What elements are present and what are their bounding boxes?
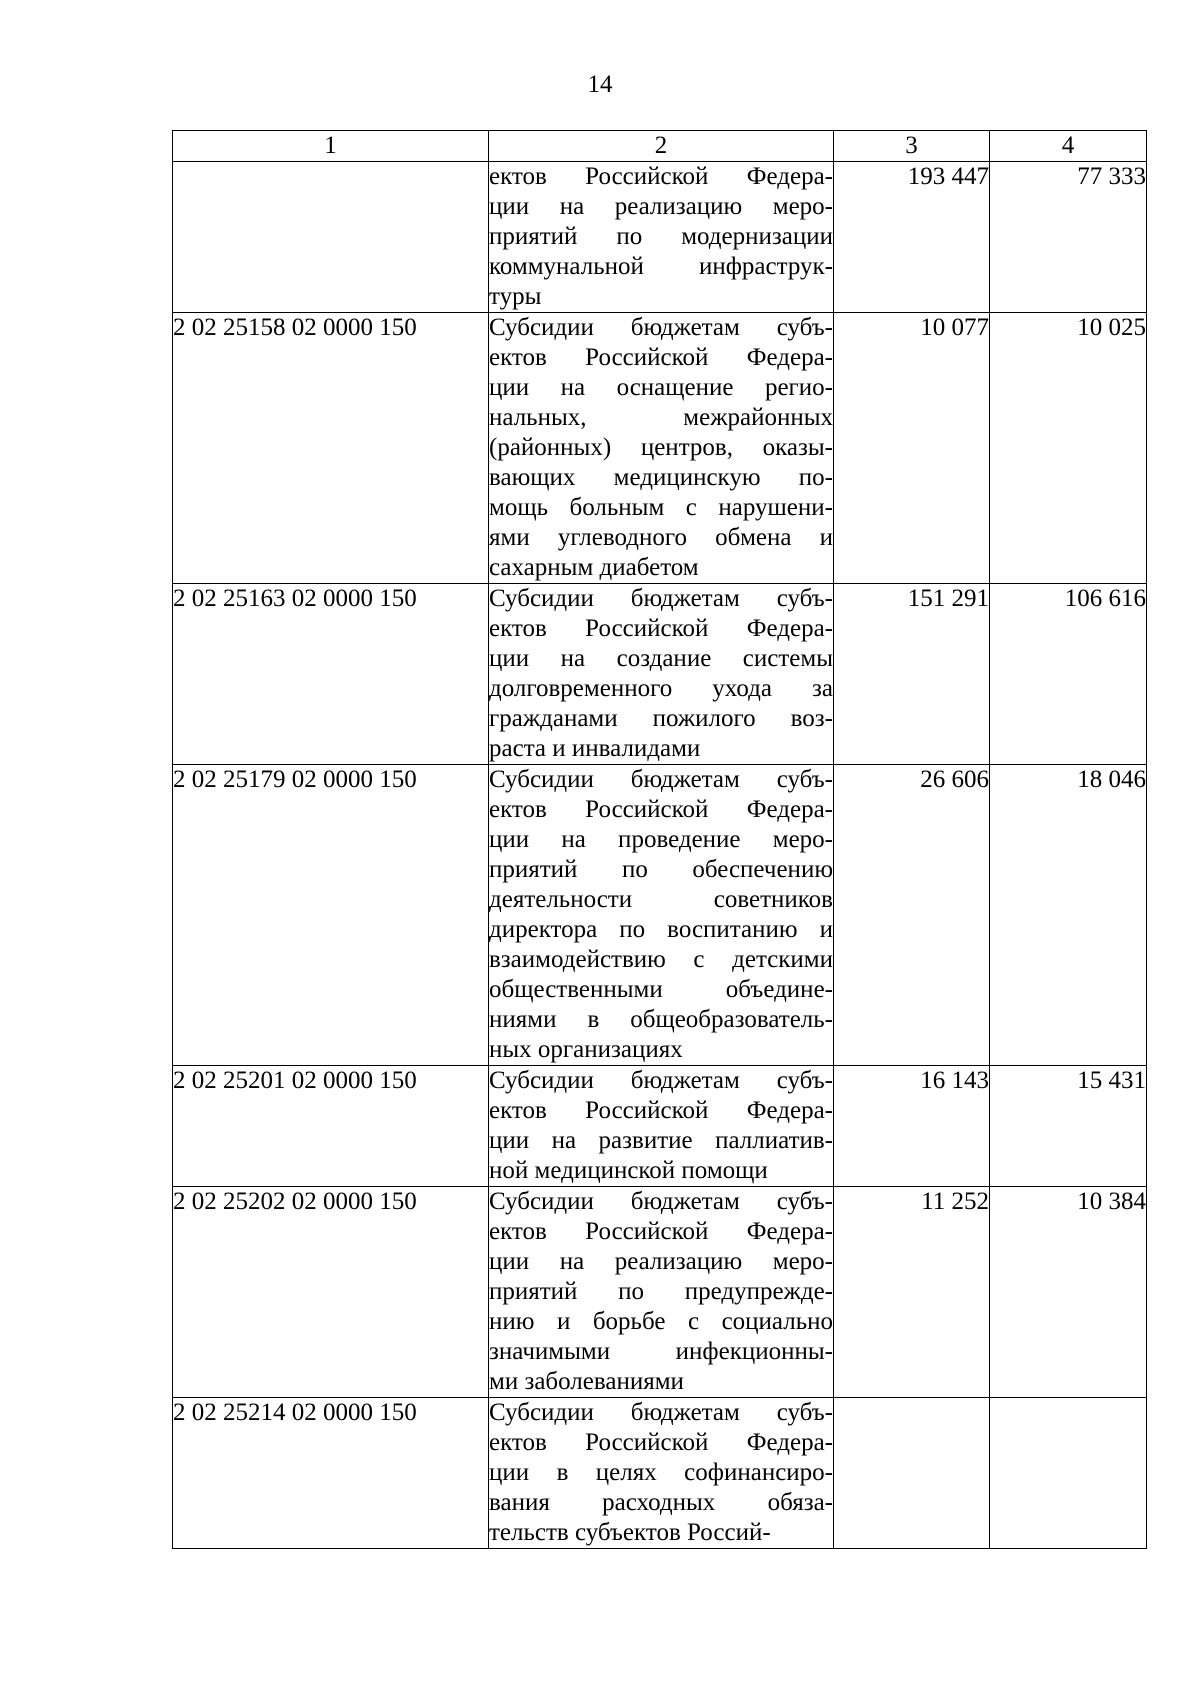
amount-col3-cell: 11 252 <box>834 1187 990 1398</box>
amount-col4-cell: 10 384 <box>990 1187 1147 1398</box>
table-row <box>173 765 1147 1066</box>
amount-col3-cell: 193 447 <box>834 162 990 313</box>
description-line: вающих медицинскую по- <box>489 464 833 491</box>
budget-code-cell: 2 02 25179 02 0000 150 <box>173 765 489 1066</box>
description-line: ции в целях софинансиро- <box>489 1459 833 1486</box>
description-line: мощь больным с нарушени- <box>489 494 833 521</box>
description-line: ции на оснащение регио- <box>489 374 833 401</box>
page-number: 14 <box>587 71 613 98</box>
description-line: туры <box>489 283 542 310</box>
table-row <box>173 1398 1147 1549</box>
description-cell <box>489 313 834 584</box>
description-line: ниями в общеобразователь- <box>489 1006 833 1033</box>
table-row <box>173 162 1147 313</box>
description-line: приятий по модернизации <box>489 223 833 250</box>
description-line: ектов Российской Федера- <box>489 344 833 371</box>
description-cell <box>489 765 834 1066</box>
amount-col4-cell: 10 025 <box>990 313 1147 584</box>
description-line: общественными объедине- <box>489 976 833 1003</box>
description-line: ции на развитие паллиатив- <box>489 1127 833 1154</box>
table-row <box>173 584 1147 765</box>
description-line: ми заболеваниями <box>489 1368 684 1395</box>
description-cell <box>489 162 834 313</box>
amount-col4-cell: 18 046 <box>990 765 1147 1066</box>
description-cell <box>489 1398 834 1549</box>
column-header-4: 4 <box>990 131 1147 162</box>
description-line: ной медицинской помощи <box>489 1157 768 1184</box>
budget-code-cell: 2 02 25214 02 0000 150 <box>173 1398 489 1549</box>
description-line: нию и борьбе с социально <box>489 1308 833 1335</box>
amount-col3-cell <box>834 1398 990 1549</box>
description-line: нальных, межрайонных <box>489 404 833 431</box>
description-line: ями углеводного обмена и <box>489 524 833 551</box>
description-line: ектов Российской Федера- <box>489 1429 833 1456</box>
budget-code-cell: 2 02 25158 02 0000 150 <box>173 313 489 584</box>
amount-col4-cell: 77 333 <box>990 162 1147 313</box>
description-line: ции на создание системы <box>489 645 833 672</box>
description-line: ных организациях <box>489 1036 683 1063</box>
header-row <box>173 131 1147 162</box>
amount-col4-cell: 106 616 <box>990 584 1147 765</box>
description-line: приятий по предупрежде- <box>489 1278 833 1305</box>
description-line: Субсидии бюджетам субъ- <box>489 585 833 612</box>
description-line: ектов Российской Федера- <box>489 1218 833 1245</box>
table-row <box>173 1187 1147 1398</box>
description-line: значимыми инфекционны- <box>489 1338 833 1365</box>
description-line: Субсидии бюджетам субъ- <box>489 314 833 341</box>
description-line: гражданами пожилого воз- <box>489 705 833 732</box>
description-line: раста и инвалидами <box>489 735 701 762</box>
description-line: Субсидии бюджетам субъ- <box>489 1399 833 1426</box>
description-line: ектов Российской Федера- <box>489 615 833 642</box>
budget-code-cell: 2 02 25163 02 0000 150 <box>173 584 489 765</box>
description-line: ектов Российской Федера- <box>489 796 833 823</box>
description-line: Субсидии бюджетам субъ- <box>489 1188 833 1215</box>
table-body <box>173 162 1147 1549</box>
amount-col3-cell: 151 291 <box>834 584 990 765</box>
description-line: ектов Российской Федера- <box>489 1097 833 1124</box>
column-header-1: 1 <box>173 131 489 162</box>
description-line: ции на проведение меро- <box>489 826 833 853</box>
description-line: ектов Российской Федера- <box>489 163 833 190</box>
description-line: директора по воспитанию и <box>489 916 833 943</box>
description-line: тельств субъектов Россий- <box>489 1519 771 1546</box>
column-header-3: 3 <box>834 131 990 162</box>
description-line: долговременного ухода за <box>489 675 833 702</box>
amount-col3-cell: 10 077 <box>834 313 990 584</box>
amount-col3-cell: 26 606 <box>834 765 990 1066</box>
description-line: сахарным диабетом <box>489 554 699 581</box>
description-line: вания расходных обяза- <box>489 1489 833 1516</box>
description-line: деятельности советников <box>489 886 833 913</box>
amount-col3-cell: 16 143 <box>834 1066 990 1187</box>
budget-code-cell <box>173 162 489 313</box>
description-line: взаимодействию с детскими <box>489 946 833 973</box>
amount-col4-cell <box>990 1398 1147 1549</box>
description-line: приятий по обеспечению <box>489 856 833 883</box>
description-line: ции на реализацию меро- <box>489 1248 833 1275</box>
description-cell <box>489 1066 834 1187</box>
description-cell <box>489 584 834 765</box>
description-cell <box>489 1187 834 1398</box>
column-header-2: 2 <box>489 131 834 162</box>
budget-code-cell: 2 02 25201 02 0000 150 <box>173 1066 489 1187</box>
description-line: (районных) центров, оказы- <box>489 434 833 461</box>
table-row <box>173 1066 1147 1187</box>
budget-code-cell: 2 02 25202 02 0000 150 <box>173 1187 489 1398</box>
table-row <box>173 313 1147 584</box>
description-line: Субсидии бюджетам субъ- <box>489 766 833 793</box>
description-line: коммунальной инфраструк- <box>489 253 833 280</box>
description-line: ции на реализацию меро- <box>489 193 833 220</box>
budget-table <box>172 130 1147 1549</box>
amount-col4-cell: 15 431 <box>990 1066 1147 1187</box>
description-line: Субсидии бюджетам субъ- <box>489 1067 833 1094</box>
table-header <box>173 131 1147 162</box>
